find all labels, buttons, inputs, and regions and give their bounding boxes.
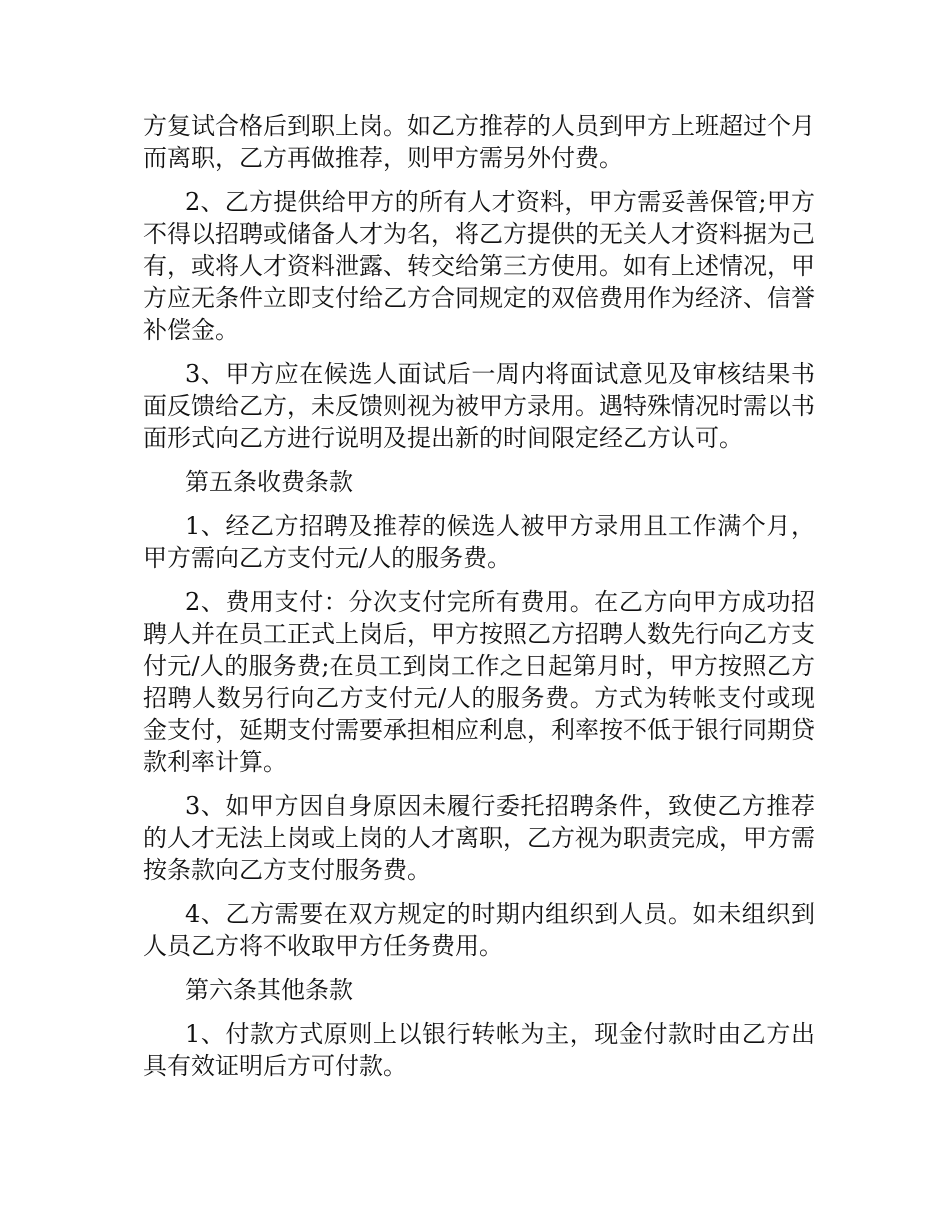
paragraph-breach-payment: 3、如甲方因自身原因未履行委托招聘条件，致使乙方推荐的人才无法上岗或上岗的人才离职，乙方视为职责完成，甲方需按条款向乙方支付服务费。	[143, 792, 815, 884]
section-heading-article-6: 第六条其他条款	[185, 976, 353, 1004]
document-page	[143, 110, 815, 1094]
paragraph-payment-method: 1、付款方式原则上以银行转帐为主，现金付款时由乙方出具有效证明后方可付款。	[143, 1020, 815, 1080]
section-heading-article-5: 第五条收费条款	[185, 468, 353, 496]
paragraph-recommendation-fee: 方复试合格后到职上岗。如乙方推荐的人员到甲方上班超过个月而离职，乙方再做推荐，则甲方需另外付费。	[143, 112, 815, 172]
paragraph-interview-feedback: 3、甲方应在候选人面试后一周内将面试意见及审核结果书面反馈给乙方，未反馈则视为被甲方录用。遇特殊情况时需以书面形式向乙方进行说明及提出新的时间限定经乙方认可。	[143, 360, 815, 452]
paragraph-staffing-deadline: 4、乙方需要在双方规定的时期内组织到人员。如未组织到人员乙方将不收取甲方任务费用。	[143, 900, 815, 960]
paragraph-talent-data-custody: 2、乙方提供给甲方的所有人才资料，甲方需妥善保管;甲方不得以招聘或储备人才为名，将乙方提供的无关人才资料据为己有，或将人才资料泄露、转交给第三方使用。如有上述情况，甲方应无条件立即支付给乙方合同规定的双倍费用作为经济、信誉补偿金。	[143, 188, 815, 344]
paragraph-fee-payment: 2、费用支付：分次支付完所有费用。在乙方向甲方成功招聘人并在员工正式上岗后，甲方按照乙方招聘人数先行向乙方支付元/人的服务费;在员工到岗工作之日起第月时，甲方按照乙方招聘人数另行向乙方支付元/人的服务费。方式为转帐支付或现金支付，延期支付需要承担相应利息，利率按不低于银行同期贷款利率计算。	[143, 588, 815, 776]
paragraph-service-fee: 1、经乙方招聘及推荐的候选人被甲方录用且工作满个月，甲方需向乙方支付元/人的服务费。	[143, 512, 815, 572]
